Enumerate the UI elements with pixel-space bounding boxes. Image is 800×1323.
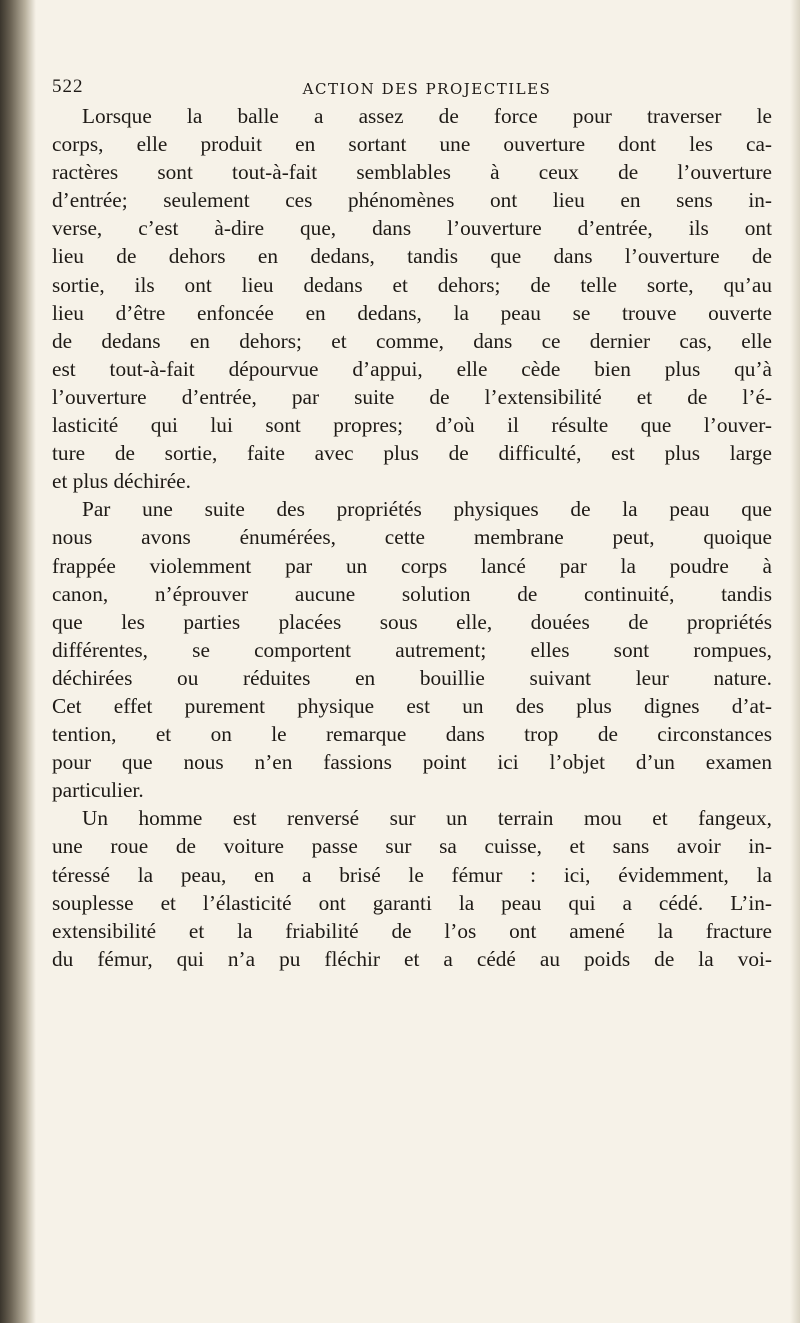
paragraph-2 — [52, 495, 772, 804]
text-line: extensibilité et la friabilité de l’os ont amené la fracture — [52, 918, 772, 943]
running-title: ACTION DES PROJECTILES — [302, 80, 552, 98]
book-binding-shadow — [0, 0, 36, 1323]
page-number: 522 — [52, 76, 84, 97]
text-line: tention, et on le remarque dans trop de circonstances — [52, 722, 772, 747]
text-line: lieu d’être enfoncée en dedans, la peau se trouve ouverte — [52, 300, 772, 325]
text-line: verse, c’est à-dire que, dans l’ouverture d’entrée, ils ont — [52, 216, 772, 241]
text-line: Un homme est renversé sur un terrain mou et fangeux, — [82, 806, 772, 831]
text-line: corps, elle produit en sortant une ouverture dont les ca- — [52, 132, 772, 157]
paragraph-1 — [52, 102, 772, 495]
text-line: Par une suite des propriétés physiques de la peau que — [82, 497, 772, 522]
book-page — [52, 68, 772, 973]
text-line: lasticité qui lui sont propres; d’où il résulte que l’ouver- — [52, 413, 772, 438]
text-line: déchirées ou réduites en bouillie suivant leur nature. — [52, 665, 772, 690]
text-line: ture de sortie, faite avec plus de difficulté, est plus large — [52, 441, 772, 466]
text-line: différentes, se comportent autrement; elles sont rompues, — [52, 637, 772, 662]
text-line: une roue de voiture passe sur sa cuisse, et sans avoir in- — [52, 834, 772, 859]
text-line: Cet effet purement physique est un des plus dignes d’at- — [52, 693, 772, 718]
running-head — [52, 68, 772, 102]
text-line: sortie, ils ont lieu dedans et dehors; de telle sorte, qu’au — [52, 272, 772, 297]
text-line: téressé la peau, en a brisé le fémur : ici, évidemment, la — [52, 862, 772, 887]
text-line: ractères sont tout-à-fait semblables à ceux de l’ouverture — [52, 160, 772, 185]
text-line: d’entrée; seulement ces phénomènes ont lieu en sens in- — [52, 188, 772, 213]
paragraph-3 — [52, 804, 772, 973]
page-edge — [790, 0, 800, 1323]
text-line: est tout-à-fait dépourvue d’appui, elle cède bien plus qu’à — [52, 356, 772, 381]
text-line: que les parties placées sous elle, douées de propriétés — [52, 609, 772, 634]
text-line: lieu de dehors en dedans, tandis que dans l’ouverture de — [52, 244, 772, 269]
text-line: frappée violemment par un corps lancé par la poudre à — [52, 553, 772, 578]
text-line: particulier. — [52, 778, 144, 803]
text-line: souplesse et l’élasticité ont garanti la peau qui a cédé. L’in- — [52, 890, 772, 915]
text-line: et plus déchirée. — [52, 469, 191, 494]
text-line: l’ouverture d’entrée, par suite de l’extensibilité et de l’é- — [52, 384, 772, 409]
text-line: de dedans en dehors; et comme, dans ce dernier cas, elle — [52, 328, 772, 353]
text-line: Lorsque la balle a assez de force pour traverser le — [82, 104, 772, 128]
text-line: nous avons énumérées, cette membrane peut, quoique — [52, 525, 772, 550]
text-line: canon, n’éprouver aucune solution de continuité, tandis — [52, 581, 772, 606]
text-line: pour que nous n’en fassions point ici l’objet d’un examen — [52, 750, 772, 775]
text-line: du fémur, qui n’a pu fléchir et a cédé au poids de la voi- — [52, 946, 772, 971]
body-text — [52, 102, 772, 973]
